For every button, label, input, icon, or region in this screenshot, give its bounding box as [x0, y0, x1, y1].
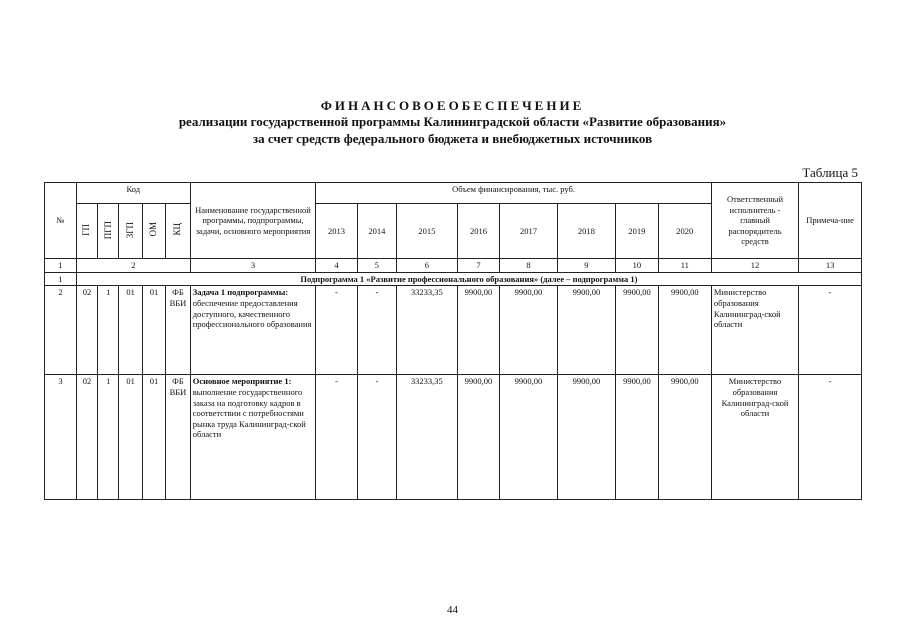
row-note: - — [799, 375, 862, 500]
document-title: ФИНАНСОВОЕОБЕСПЕЧЕНИЕ — [320, 98, 585, 113]
header-2018: 2018 — [557, 204, 616, 259]
header-2017: 2017 — [500, 204, 557, 259]
header-2020: 2020 — [658, 204, 711, 259]
row-2016: 9900,00 — [457, 286, 500, 375]
row-kc: ФБ ВБИ — [166, 375, 191, 500]
colnum: 4 — [316, 259, 357, 273]
colnum: 10 — [616, 259, 659, 273]
header-responsible: Ответственный исполнитель - главный распорядитель средств — [711, 183, 798, 259]
subprogram-title: Подпрограмма 1 «Развитие профессионального образования» (далее – подпрограмма 1) — [76, 272, 861, 286]
row-2017: 9900,00 — [500, 286, 557, 375]
header-num: № — [45, 183, 77, 259]
row-gp: 02 — [76, 375, 97, 500]
colnum: 6 — [397, 259, 458, 273]
header-row-1 — [45, 183, 862, 204]
header-2016: 2016 — [457, 204, 500, 259]
page-number: 44 — [447, 604, 458, 616]
row-2020: 9900,00 — [658, 286, 711, 375]
header-2014: 2014 — [357, 204, 396, 259]
row-2018: 9900,00 — [557, 375, 616, 500]
colnum: 2 — [76, 259, 190, 273]
header-name: Наименование государственной программы, подпрограммы, задачи, основного мероприятия — [190, 183, 316, 259]
colnum: 13 — [799, 259, 862, 273]
subprogram-num: 1 — [45, 272, 77, 286]
header-om: ОМ — [148, 222, 159, 237]
row-om: 01 — [142, 286, 165, 375]
header-2019: 2019 — [616, 204, 659, 259]
header-kc: КЦ — [172, 223, 183, 236]
colnum: 1 — [45, 259, 77, 273]
column-number-row — [45, 259, 862, 273]
header-code: Код — [76, 183, 190, 204]
colnum: 11 — [658, 259, 711, 273]
row-om: 01 — [142, 375, 165, 500]
row-gp: 02 — [76, 286, 97, 375]
row-2020: 9900,00 — [658, 375, 711, 500]
row-2013: - — [316, 286, 357, 375]
row-name-bold: Задача 1 подпрограммы: — [192, 287, 289, 298]
header-note: Примеча-ние — [799, 183, 862, 259]
colnum: 7 — [457, 259, 500, 273]
row-num: 3 — [45, 375, 77, 500]
row-pgp: 1 — [98, 286, 119, 375]
row-2016: 9900,00 — [457, 375, 500, 500]
table-row — [45, 286, 862, 375]
row-name-rest: выполнение государственного заказа на подготовку кадров в соответствии с потребностями рынка труда Калининград-ской области — [192, 386, 306, 440]
row-2019: 9900,00 — [616, 286, 659, 375]
row-zgp: 01 — [119, 286, 142, 375]
row-2013: - — [316, 375, 357, 500]
row-responsible: Министерство образования Калининград-ской области — [711, 286, 798, 375]
table-row — [45, 375, 862, 500]
document-subtitle-line1: реализации государственной программы Калининградской области «Развитие образования» — [178, 114, 727, 129]
row-name-rest: обеспечение предоставления доступного, качественного профессионального образования — [192, 297, 312, 330]
header-2015: 2015 — [397, 204, 458, 259]
colnum: 12 — [711, 259, 798, 273]
header-funding: Объем финансирования, тыс. руб. — [316, 183, 712, 204]
row-name — [190, 286, 316, 375]
row-num: 2 — [45, 286, 77, 375]
subprogram-row — [45, 272, 862, 286]
row-2017: 9900,00 — [500, 375, 557, 500]
row-2014: - — [357, 375, 396, 500]
table-number: Таблица 5 — [802, 165, 858, 180]
row-name-bold: Основное мероприятие 1: — [192, 376, 292, 387]
header-pgp: ПГП — [102, 220, 113, 239]
row-2015: 33233,35 — [397, 375, 458, 500]
row-2018: 9900,00 — [557, 286, 616, 375]
row-2014: - — [357, 286, 396, 375]
funding-table — [44, 182, 862, 500]
colnum: 5 — [357, 259, 396, 273]
colnum: 9 — [557, 259, 616, 273]
row-pgp: 1 — [98, 375, 119, 500]
row-2019: 9900,00 — [616, 375, 659, 500]
row-zgp: 01 — [119, 375, 142, 500]
row-note: - — [799, 286, 862, 375]
header-2013: 2013 — [316, 204, 357, 259]
colnum: 3 — [190, 259, 316, 273]
row-2015: 33233,35 — [397, 286, 458, 375]
colnum: 8 — [500, 259, 557, 273]
header-zgp: ЗГП — [125, 221, 135, 238]
row-kc: ФБ ВБИ — [166, 286, 191, 375]
document-subtitle-line2: за счет средств федерального бюджета и внебюджетных источников — [252, 131, 653, 146]
header-gp: ГП — [81, 223, 92, 236]
row-responsible: Министерство образования Калининград-ской области — [711, 375, 798, 500]
row-name — [190, 375, 316, 500]
